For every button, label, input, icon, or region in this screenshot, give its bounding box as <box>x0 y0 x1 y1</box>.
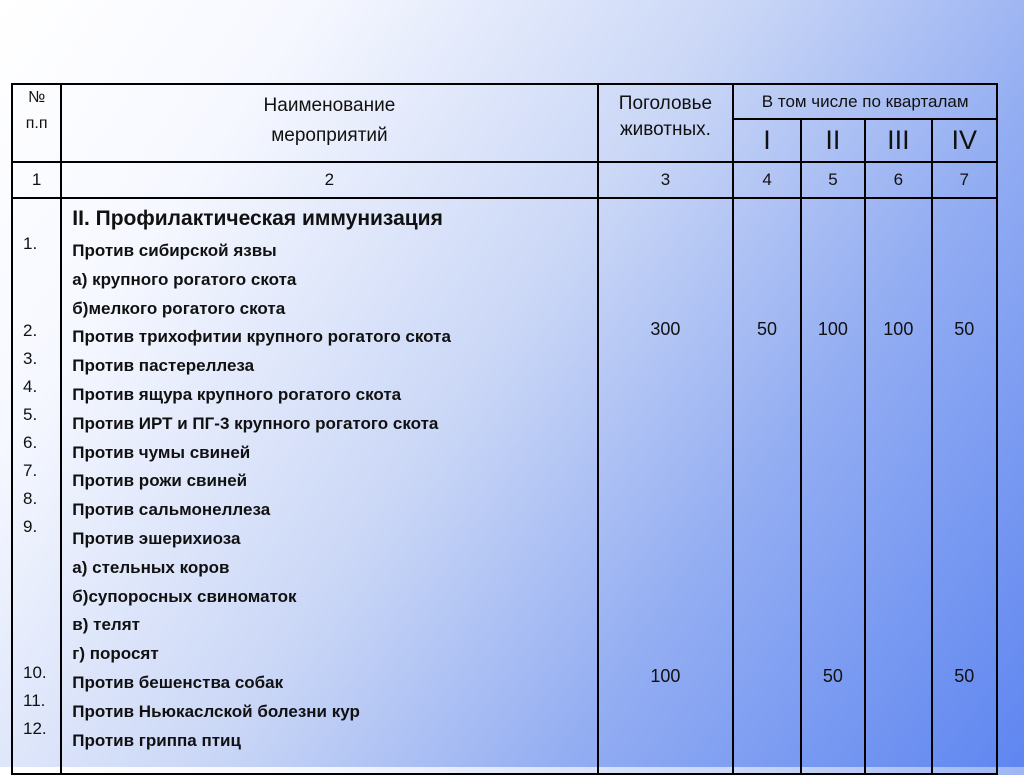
column-number-7: 7 <box>932 162 997 198</box>
column-number-1: 1 <box>12 162 61 198</box>
row-number: 4. <box>23 377 38 396</box>
header-number <box>12 84 61 162</box>
column-number-6: 6 <box>865 162 931 198</box>
quarter-2-value-b: 50 <box>822 666 843 686</box>
header-livestock-line2: животных. <box>619 119 711 140</box>
list-item: Против рожи свиней <box>72 471 248 490</box>
list-item: Против эшерихиоза <box>72 529 241 548</box>
list-item: Против Ньюкаслской болезни кур <box>72 702 360 721</box>
quarter-1-value-a: 50 <box>757 319 778 339</box>
livestock-value-a: 300 <box>650 319 681 339</box>
list-item: Против гриппа птиц <box>72 731 241 750</box>
list-item: Против ИРТ и ПГ-3 крупного рогатого скота <box>72 414 439 433</box>
row-number: 9. <box>23 517 38 536</box>
quarter-3-cell <box>865 198 931 774</box>
list-item: Против бешенства собак <box>72 673 284 692</box>
header-livestock <box>598 84 734 162</box>
livestock-value-b: 100 <box>650 666 681 686</box>
header-name <box>61 84 597 162</box>
header-quarter-3: III <box>865 119 931 162</box>
list-item: Против сальмонеллеза <box>72 500 271 519</box>
quarter-4-cell <box>932 198 997 774</box>
list-item: Против чумы свиней <box>72 443 251 462</box>
quarter-1-cell <box>733 198 800 774</box>
row-numbers-cell <box>12 198 61 774</box>
header-number-line1: № <box>28 89 46 106</box>
row-number: 7. <box>23 461 38 480</box>
list-item: Против пастереллеза <box>72 356 255 375</box>
column-number-2: 2 <box>61 162 597 198</box>
quarter-4-value-a: 50 <box>954 319 975 339</box>
header-quarter-4: IV <box>932 119 997 162</box>
header-quarter-1: I <box>733 119 800 162</box>
list-item: Против трихофитии крупного рогатого скота <box>72 327 451 346</box>
list-item: Против сибирской язвы <box>72 241 277 260</box>
header-quarter-2: II <box>801 119 865 162</box>
items-cell <box>61 198 597 774</box>
livestock-cell <box>598 198 734 774</box>
row-number: 6. <box>23 433 38 452</box>
list-item: б)супоросных свиноматок <box>72 587 297 606</box>
immunization-table <box>11 83 998 775</box>
row-number: 2. <box>23 321 38 340</box>
header-quarters-title: В том числе по кварталам <box>733 84 997 119</box>
list-item: г) поросят <box>72 644 159 663</box>
row-number: 3. <box>23 349 38 368</box>
column-number-5: 5 <box>801 162 865 198</box>
row-number: 11. <box>23 691 46 710</box>
header-livestock-line1: Поголовье <box>618 93 713 114</box>
quarter-2-cell <box>801 198 865 774</box>
list-item: в) телят <box>72 615 140 634</box>
row-number: 5. <box>23 405 38 424</box>
list-item: а) крупного рогатого скота <box>72 270 297 289</box>
list-item: а) стельных коров <box>72 558 230 577</box>
column-number-3: 3 <box>598 162 734 198</box>
row-number: 8. <box>23 489 38 508</box>
list-item: Против ящура крупного рогатого скота <box>72 385 402 404</box>
section-title: II. Профилактическая иммунизация <box>72 207 443 230</box>
quarter-4-value-b: 50 <box>954 666 975 686</box>
quarter-2-value-a: 100 <box>817 319 848 339</box>
header-name-line2: мероприятий <box>271 125 388 146</box>
row-number: 1. <box>23 234 38 253</box>
header-name-line1: Наименование <box>263 95 396 116</box>
row-number: 12. <box>23 719 47 738</box>
row-number: 10. <box>23 663 47 682</box>
list-item: б)мелкого рогатого скота <box>72 299 286 318</box>
header-number-line2: п.п <box>25 115 48 132</box>
quarter-3-value-a: 100 <box>883 319 914 339</box>
column-number-4: 4 <box>733 162 800 198</box>
